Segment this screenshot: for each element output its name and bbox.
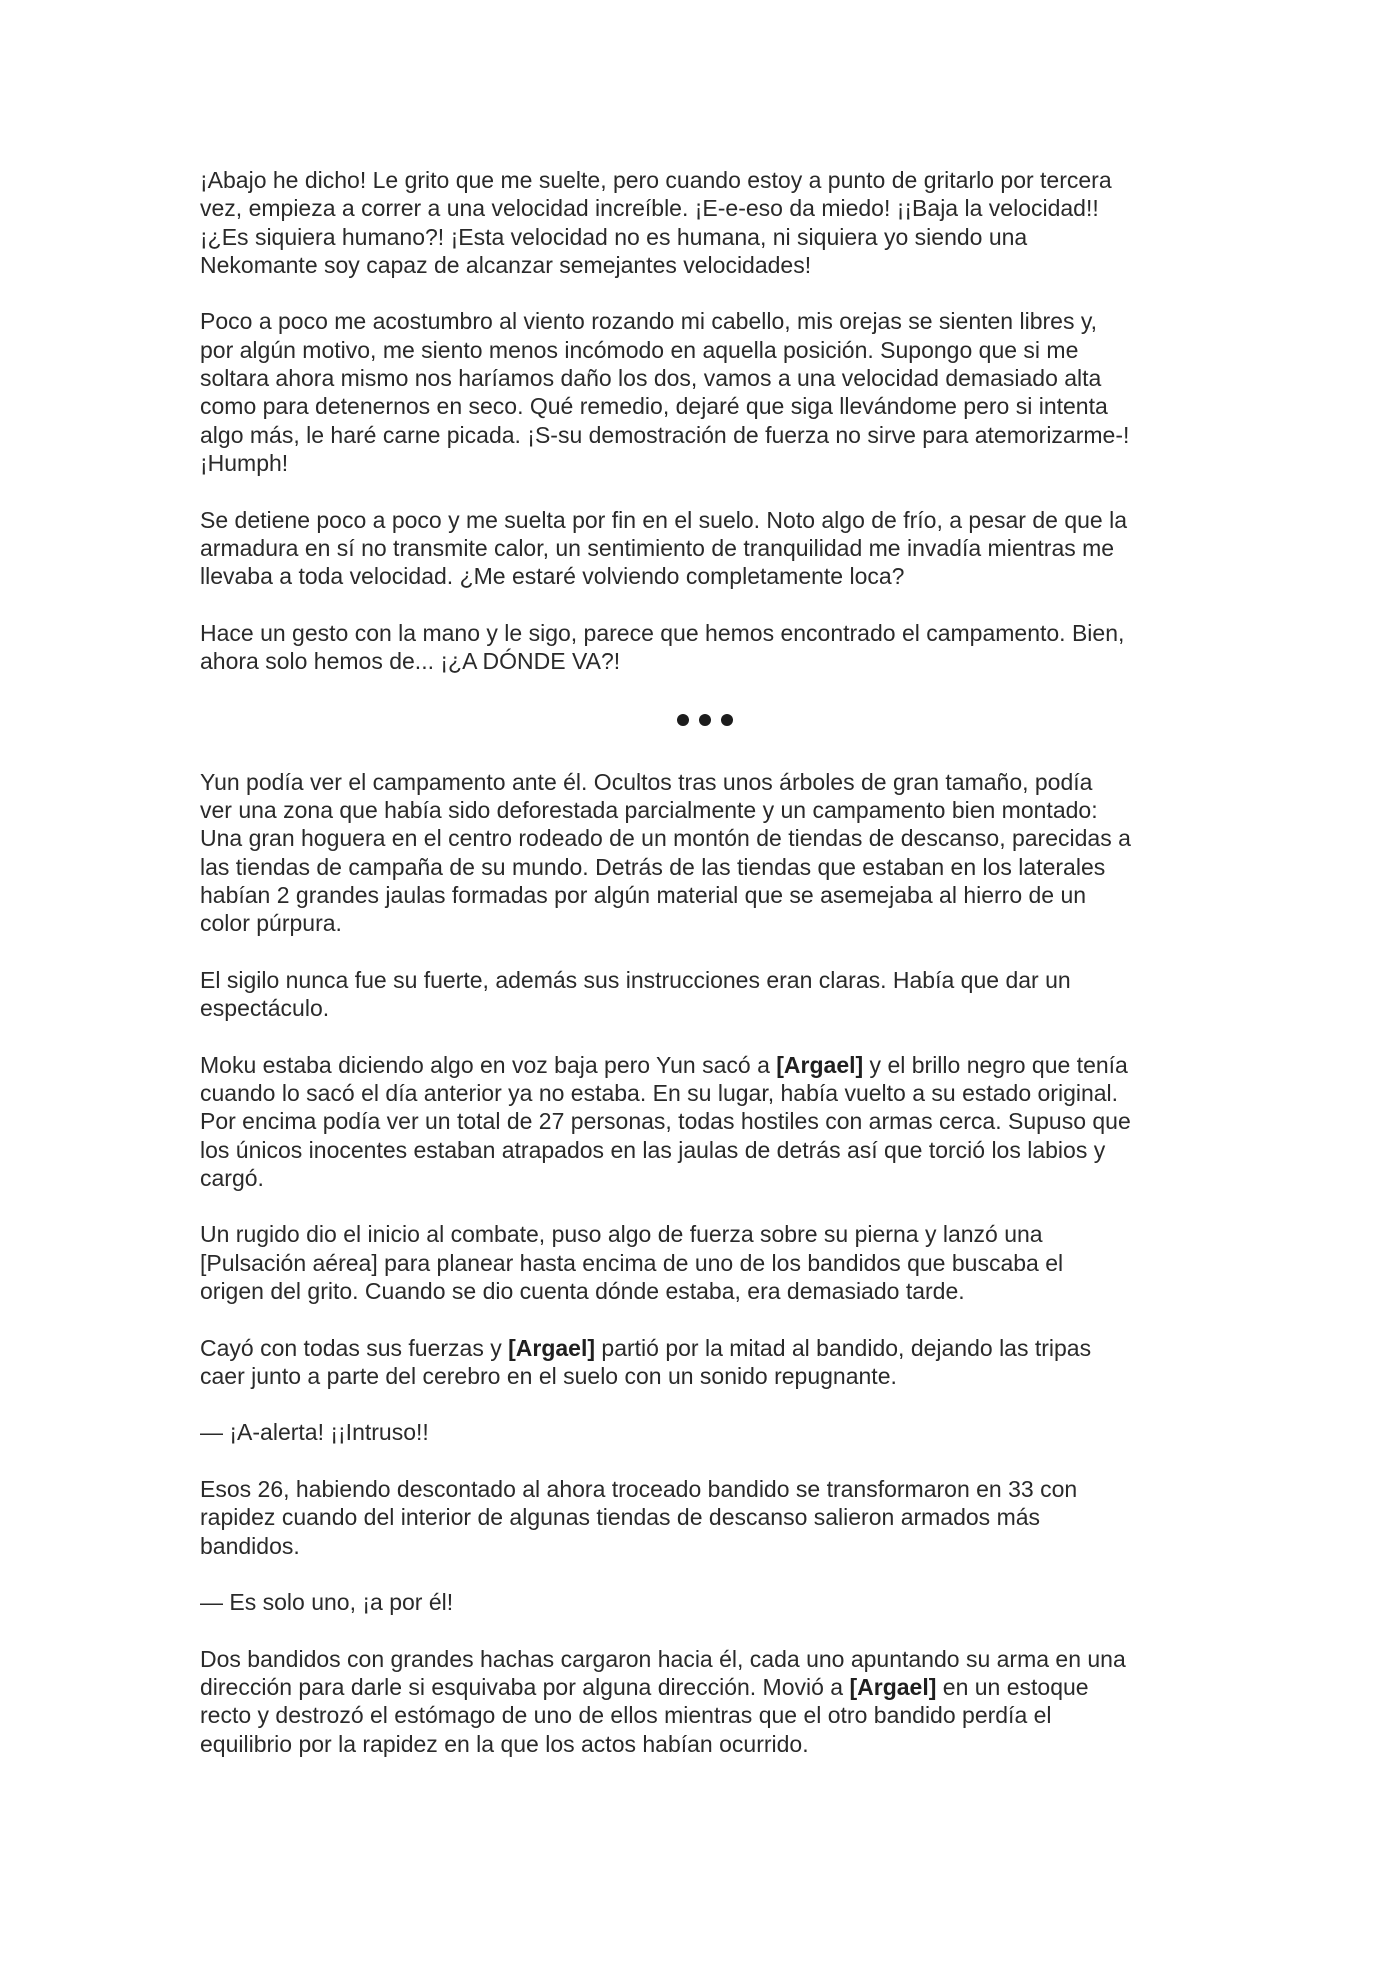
text-segment: partió por la mitad al bandido, dejando las tripas bbox=[595, 1334, 1092, 1361]
paragraph-13 bbox=[200, 1645, 1210, 1758]
text-segment: dirección para darle si esquivaba por alguna dirección. Movió a bbox=[200, 1674, 850, 1701]
text-line: Poco a poco me acostumbro al viento rozando mi cabello, mis orejas se sienten libres y, bbox=[200, 308, 1098, 335]
item-name: [Argael] bbox=[508, 1334, 596, 1361]
paragraph-7 bbox=[200, 1051, 1210, 1192]
paragraph-11 bbox=[200, 1475, 1210, 1560]
text-line: cargó. bbox=[200, 1164, 264, 1191]
document-page bbox=[200, 166, 1210, 1786]
dialogue-2 bbox=[200, 1588, 1210, 1616]
text-line: [Pulsación aérea] para planear hasta encima de uno de los bandidos que buscaba el bbox=[200, 1249, 1064, 1276]
text-line: Esos 26, habiendo descontado al ahora troceado bandido se transformaron en 33 con bbox=[200, 1476, 1078, 1503]
paragraph-4 bbox=[200, 619, 1210, 676]
text-line: los únicos inocentes estaban atrapados en las jaulas de detrás así que torció los labios y bbox=[200, 1136, 1106, 1163]
dialogue-1 bbox=[200, 1418, 1210, 1446]
paragraph-8 bbox=[200, 1220, 1210, 1305]
text-segment: Moku estaba diciendo algo en voz baja pero Yun sacó a bbox=[200, 1051, 777, 1078]
text-line: armadura en sí no transmite calor, un sentimiento de tranquilidad me invadía mientras me bbox=[200, 534, 1115, 561]
text-line: — Es solo uno, ¡a por él! bbox=[200, 1589, 454, 1616]
scene-break bbox=[200, 704, 1210, 732]
text-line: origen del grito. Cuando se dio cuenta dónde estaba, era demasiado tarde. bbox=[200, 1277, 965, 1304]
text-line: llevaba a toda velocidad. ¿Me estaré volviendo completamente loca? bbox=[200, 563, 905, 590]
text-line: Se detiene poco a poco y me suelta por fin en el suelo. Noto algo de frío, a pesar de que la bbox=[200, 506, 1127, 533]
text-line bbox=[200, 1051, 1210, 1079]
text-line: Nekomante soy capaz de alcanzar semejantes velocidades! bbox=[200, 251, 812, 278]
text-line: rapidez cuando del interior de algunas tiendas de descanso salieron armados más bbox=[200, 1504, 1041, 1531]
paragraph-5 bbox=[200, 768, 1210, 938]
text-line: Yun podía ver el campamento ante él. Ocultos tras unos árboles de gran tamaño, podía bbox=[200, 768, 1093, 795]
text-line: ¡¿Es siquiera humano?! ¡Esta velocidad no es humana, ni siquiera yo siendo una bbox=[200, 223, 1028, 250]
text-line: equilibrio por la rapidez en la que los actos habían ocurrido. bbox=[200, 1730, 809, 1757]
text-line: espectáculo. bbox=[200, 995, 330, 1022]
text-line: caer junto a parte del cerebro en el suelo con un sonido repugnante. bbox=[200, 1362, 897, 1389]
text-line: como para detenernos en seco. Qué remedio, dejaré que siga llevándome pero si intenta bbox=[200, 393, 1108, 420]
paragraph-6 bbox=[200, 966, 1210, 1023]
text-line: ¡Humph! bbox=[200, 449, 289, 476]
text-line: por algún motivo, me siento menos incómodo en aquella posición. Supongo que si me bbox=[200, 336, 1079, 363]
text-line: algo más, le haré carne picada. ¡S-su demostración de fuerza no sirve para atemorizarme-! bbox=[200, 421, 1130, 448]
text-line: color púrpura. bbox=[200, 910, 342, 937]
text-line: Hace un gesto con la mano y le sigo, parece que hemos encontrado el campamento. Bien, bbox=[200, 619, 1125, 646]
text-line: habían 2 grandes jaulas formadas por algún material que se asemejaba al hierro de un bbox=[200, 881, 1087, 908]
dot-icon bbox=[721, 714, 733, 726]
text-line: soltara ahora mismo nos haríamos daño los dos, vamos a una velocidad demasiado alta bbox=[200, 365, 1102, 392]
dot-icon bbox=[677, 714, 689, 726]
text-line: bandidos. bbox=[200, 1532, 300, 1559]
text-line: las tiendas de campaña de su mundo. Detrás de las tiendas que estaban en los laterales bbox=[200, 853, 1106, 880]
text-line: ver una zona que había sido deforestada parcialmente y un campamento bien montado: bbox=[200, 796, 1098, 823]
text-line: El sigilo nunca fue su fuerte, además sus instrucciones eran claras. Había que dar un bbox=[200, 966, 1071, 993]
text-segment: y el brillo negro que tenía bbox=[863, 1051, 1128, 1078]
paragraph-1 bbox=[200, 166, 1210, 279]
paragraph-3 bbox=[200, 506, 1210, 591]
text-line: Por encima podía ver un total de 27 personas, todas hostiles con armas cerca. Supuso que bbox=[200, 1108, 1131, 1135]
text-line: — ¡A-alerta! ¡¡Intruso!! bbox=[200, 1419, 429, 1446]
text-line: cuando lo sacó el día anterior ya no estaba. En su lugar, había vuelto a su estado original. bbox=[200, 1079, 1119, 1106]
text-line bbox=[200, 1673, 1210, 1701]
text-line: Una gran hoguera en el centro rodeado de un montón de tiendas de descanso, parecidas a bbox=[200, 825, 1131, 852]
text-line bbox=[200, 1334, 1210, 1362]
text-line: ahora solo hemos de... ¡¿A DÓNDE VA?! bbox=[200, 648, 621, 675]
text-line: Un rugido dio el inicio al combate, puso algo de fuerza sobre su pierna y lanzó una bbox=[200, 1221, 1043, 1248]
text-line: Dos bandidos con grandes hachas cargaron hacia él, cada uno apuntando su arma en una bbox=[200, 1645, 1126, 1672]
item-name: [Argael] bbox=[776, 1051, 864, 1078]
text-line: recto y destrozó el estómago de uno de ellos mientras que el otro bandido perdía el bbox=[200, 1702, 1052, 1729]
text-segment: Cayó con todas sus fuerzas y bbox=[200, 1334, 509, 1361]
dot-icon bbox=[699, 714, 711, 726]
item-name: [Argael] bbox=[849, 1674, 937, 1701]
paragraph-2 bbox=[200, 307, 1210, 477]
paragraph-9 bbox=[200, 1334, 1210, 1391]
text-line: vez, empieza a correr a una velocidad increíble. ¡E-e-eso da miedo! ¡¡Baja la velocidad!! bbox=[200, 195, 1099, 222]
text-segment: en un estoque bbox=[936, 1674, 1089, 1701]
text-line: ¡Abajo he dicho! Le grito que me suelte, pero cuando estoy a punto de gritarlo por tercera bbox=[200, 167, 1112, 193]
